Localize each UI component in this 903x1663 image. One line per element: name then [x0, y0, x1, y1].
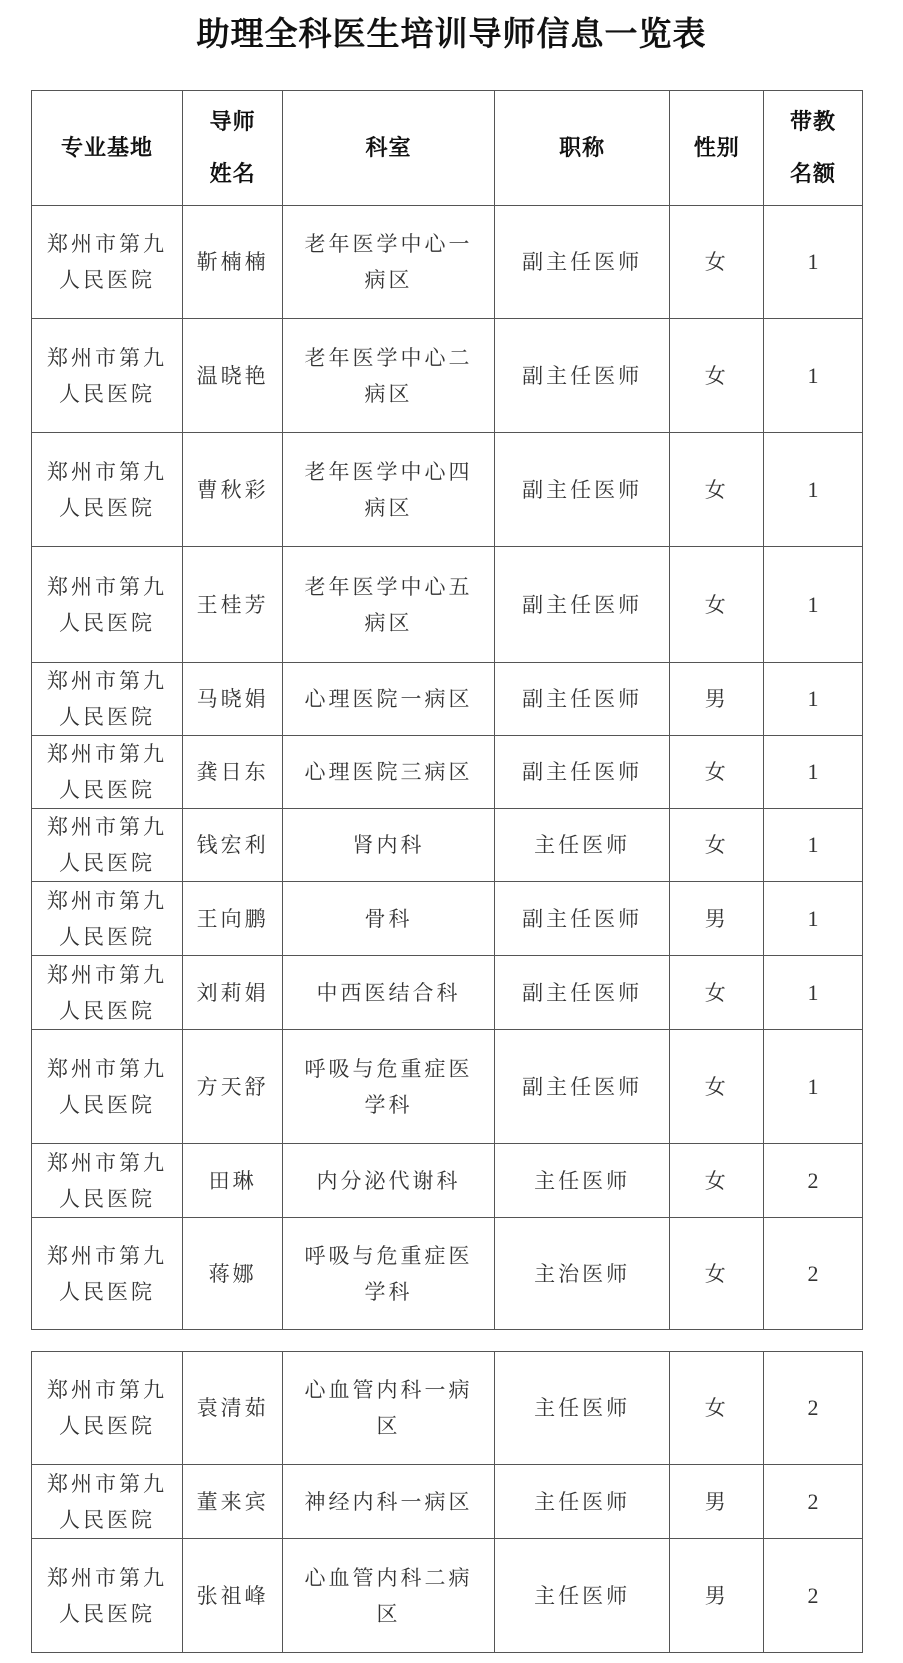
cell-gender: 女: [670, 956, 764, 1030]
header-mentor-name: 导师姓名: [183, 91, 283, 206]
cell-mentor-name: 温晓艳: [183, 319, 283, 433]
cell-base: 郑州市第九人民医院: [32, 319, 183, 433]
cell-gender: 男: [670, 663, 764, 736]
cell-title: 副主任医师: [494, 319, 670, 433]
cell-gender: 女: [670, 206, 764, 319]
header-title: 职称: [494, 91, 670, 206]
cell-quota: 2: [764, 1465, 863, 1539]
cell-quota: 2: [764, 1539, 863, 1653]
cell-base: 郑州市第九人民医院: [32, 1144, 183, 1218]
header-row: [32, 91, 863, 206]
cell-quota: 1: [764, 547, 863, 663]
header-quota: 带教名额: [764, 91, 863, 206]
cell-base: 郑州市第九人民医院: [32, 433, 183, 547]
cell-mentor-name: 袁清茹: [183, 1352, 283, 1465]
cell-quota: 1: [764, 956, 863, 1030]
cell-gender: 男: [670, 882, 764, 956]
cell-quota: 1: [764, 663, 863, 736]
cell-base: 郑州市第九人民医院: [32, 1352, 183, 1465]
cell-department: 心理医院三病区: [283, 736, 495, 809]
cell-department: 心理医院一病区: [283, 663, 495, 736]
table-row: [32, 1144, 863, 1218]
table-row: [32, 206, 863, 319]
cell-mentor-name: 方天舒: [183, 1030, 283, 1144]
cell-title: 主任医师: [494, 1352, 670, 1465]
page-title: 助理全科医生培训导师信息一览表: [196, 14, 707, 53]
cell-department: 神经内科一病区: [283, 1465, 495, 1539]
cell-gender: 女: [670, 1144, 764, 1218]
cell-mentor-name: 蒋娜: [183, 1218, 283, 1330]
table-row: [32, 663, 863, 736]
cell-department: 老年医学中心五病区: [283, 547, 495, 663]
cell-title: 副主任医师: [494, 547, 670, 663]
cell-mentor-name: 马晓娟: [183, 663, 283, 736]
cell-gender: 女: [670, 809, 764, 882]
cell-base: 郑州市第九人民医院: [32, 736, 183, 809]
cell-base: 郑州市第九人民医院: [32, 547, 183, 663]
cell-gender: 女: [670, 1030, 764, 1144]
cell-quota: 2: [764, 1352, 863, 1465]
cell-gender: 女: [670, 319, 764, 433]
cell-gender: 女: [670, 736, 764, 809]
table-row: [32, 1465, 863, 1539]
table-row: [32, 882, 863, 956]
table-row: [32, 1030, 863, 1144]
table-1-body: [32, 206, 863, 1330]
cell-mentor-name: 靳楠楠: [183, 206, 283, 319]
cell-department: 心血管内科二病区: [283, 1539, 495, 1653]
cell-base: 郑州市第九人民医院: [32, 1030, 183, 1144]
cell-base: 郑州市第九人民医院: [32, 663, 183, 736]
cell-mentor-name: 龚日东: [183, 736, 283, 809]
table-row: [32, 736, 863, 809]
cell-quota: 1: [764, 433, 863, 547]
cell-department: 呼吸与危重症医学科: [283, 1218, 495, 1330]
cell-title: 主治医师: [494, 1218, 670, 1330]
cell-base: 郑州市第九人民医院: [32, 1539, 183, 1653]
cell-base: 郑州市第九人民医院: [32, 206, 183, 319]
table-2-body: [32, 1352, 863, 1653]
cell-title: 副主任医师: [494, 882, 670, 956]
cell-title: 主任医师: [494, 1465, 670, 1539]
cell-gender: 女: [670, 1218, 764, 1330]
cell-quota: 1: [764, 736, 863, 809]
cell-title: 副主任医师: [494, 663, 670, 736]
cell-mentor-name: 钱宏利: [183, 809, 283, 882]
cell-title: 副主任医师: [494, 206, 670, 319]
cell-department: 老年医学中心二病区: [283, 319, 495, 433]
cell-base: 郑州市第九人民医院: [32, 956, 183, 1030]
table-row: [32, 1218, 863, 1330]
cell-title: 副主任医师: [494, 1030, 670, 1144]
header-base: 专业基地: [32, 91, 183, 206]
cell-department: 老年医学中心一病区: [283, 206, 495, 319]
cell-mentor-name: 刘莉娟: [183, 956, 283, 1030]
mentor-table-1: [31, 90, 863, 1330]
table-row: [32, 1539, 863, 1653]
cell-department: 内分泌代谢科: [283, 1144, 495, 1218]
cell-mentor-name: 王向鹏: [183, 882, 283, 956]
table-row: [32, 809, 863, 882]
cell-mentor-name: 董来宾: [183, 1465, 283, 1539]
cell-base: 郑州市第九人民医院: [32, 1218, 183, 1330]
cell-department: 呼吸与危重症医学科: [283, 1030, 495, 1144]
header-department: 科室: [283, 91, 495, 206]
cell-mentor-name: 王桂芳: [183, 547, 283, 663]
cell-quota: 1: [764, 206, 863, 319]
cell-quota: 1: [764, 1030, 863, 1144]
cell-quota: 1: [764, 882, 863, 956]
cell-gender: 女: [670, 433, 764, 547]
cell-gender: 男: [670, 1465, 764, 1539]
cell-quota: 2: [764, 1144, 863, 1218]
mentor-table-2: [31, 1351, 863, 1653]
cell-quota: 1: [764, 809, 863, 882]
cell-title: 主任医师: [494, 1144, 670, 1218]
cell-department: 肾内科: [283, 809, 495, 882]
cell-title: 副主任医师: [494, 433, 670, 547]
cell-mentor-name: 田琳: [183, 1144, 283, 1218]
cell-title: 副主任医师: [494, 736, 670, 809]
cell-department: 中西医结合科: [283, 956, 495, 1030]
cell-mentor-name: 曹秋彩: [183, 433, 283, 547]
header-gender: 性别: [670, 91, 764, 206]
table-row: [32, 956, 863, 1030]
cell-base: 郑州市第九人民医院: [32, 882, 183, 956]
cell-title: 副主任医师: [494, 956, 670, 1030]
cell-base: 郑州市第九人民医院: [32, 1465, 183, 1539]
cell-department: 骨科: [283, 882, 495, 956]
cell-quota: 2: [764, 1218, 863, 1330]
cell-quota: 1: [764, 319, 863, 433]
table-row: [32, 547, 863, 663]
table-row: [32, 433, 863, 547]
cell-department: 心血管内科一病区: [283, 1352, 495, 1465]
cell-gender: 女: [670, 547, 764, 663]
table-row: [32, 319, 863, 433]
cell-mentor-name: 张祖峰: [183, 1539, 283, 1653]
cell-gender: 女: [670, 1352, 764, 1465]
cell-title: 主任医师: [494, 809, 670, 882]
cell-base: 郑州市第九人民医院: [32, 809, 183, 882]
cell-title: 主任医师: [494, 1539, 670, 1653]
table-row: [32, 1352, 863, 1465]
cell-gender: 男: [670, 1539, 764, 1653]
cell-department: 老年医学中心四病区: [283, 433, 495, 547]
